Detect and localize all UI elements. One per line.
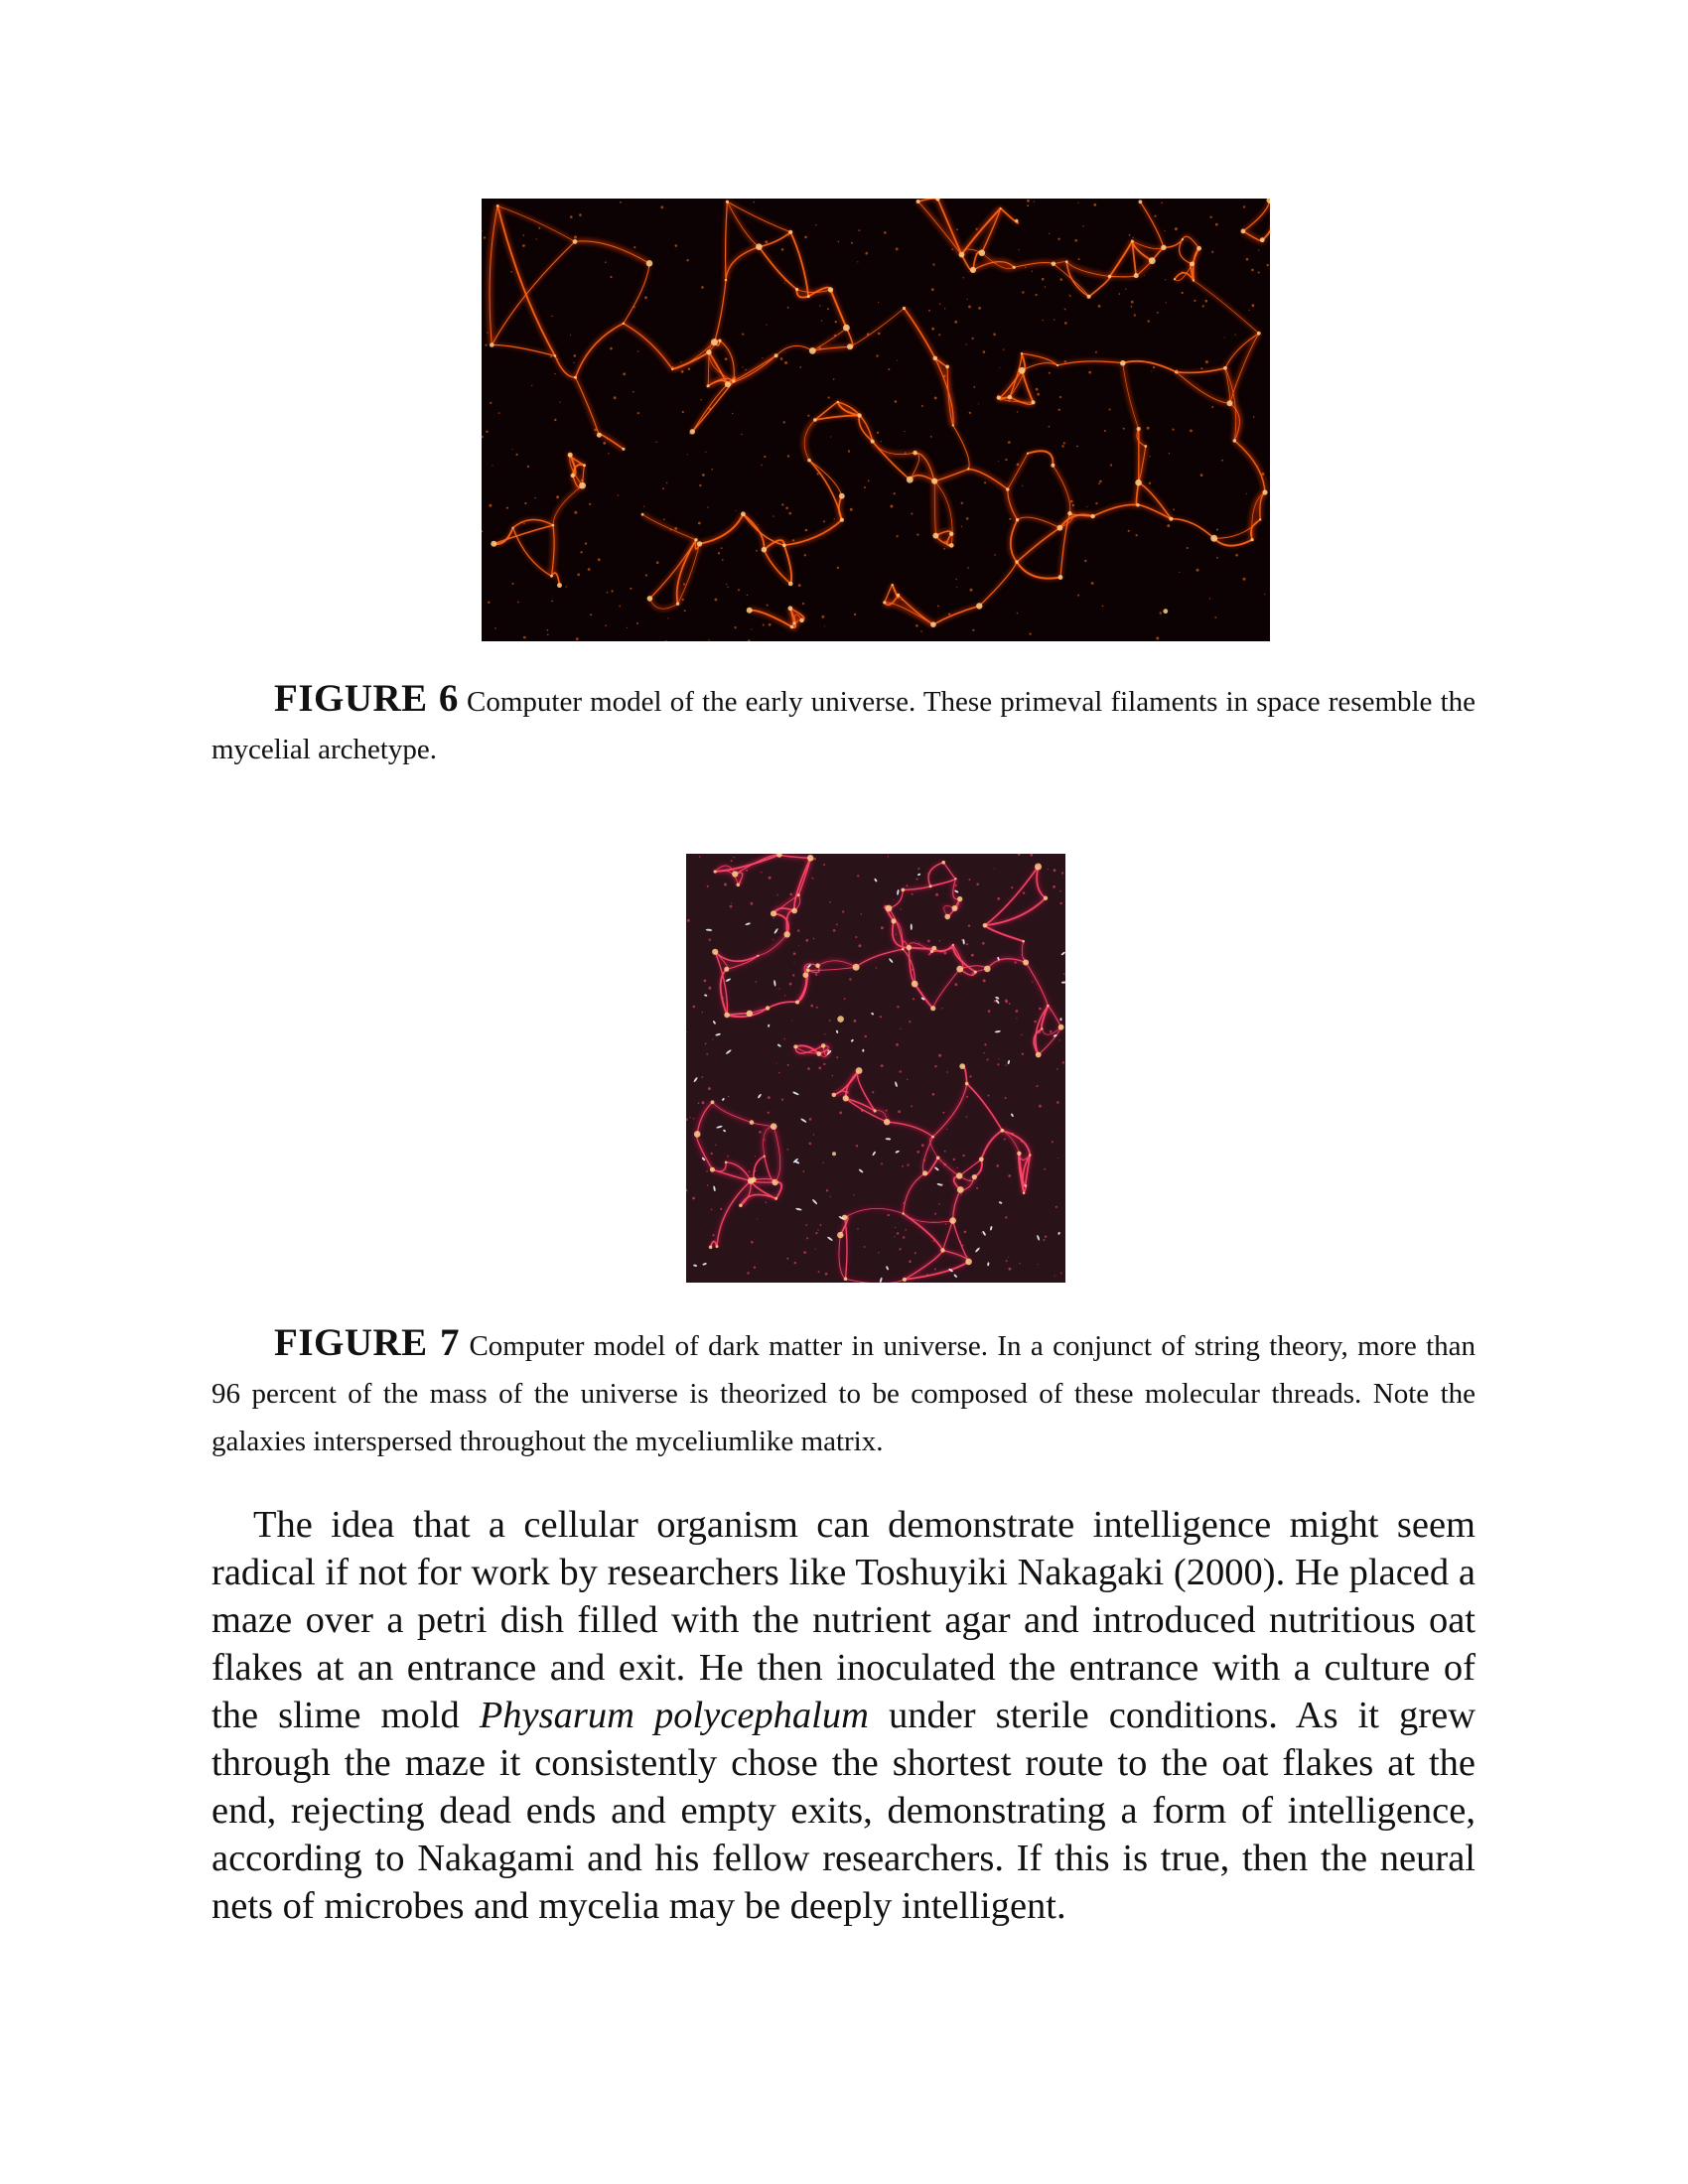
figure-6-caption-text: Computer model of the early universe. These primeval filaments in space resemble the mycelial archetype.: [211, 686, 1476, 765]
figure-7-image: [686, 854, 1065, 1283]
galaxy-markers: [693, 873, 1065, 1283]
species-name: Physarum polycephalum: [479, 1695, 869, 1736]
figure-7-filament-network: [686, 854, 1065, 1283]
figure-6-caption: [211, 675, 1476, 773]
figure-6-filament-network: [482, 199, 1270, 641]
body-text-part-1: The idea that a cellular organism can demonstrate intelligence might seem radical if not for work by researchers like Toshuyiki Nakagaki (2000). He placed a maze over a petri dish filled with the nutrient agar and introduced nutritious oat flakes at an entrance and exit. He then inoculated the entrance with a culture of the slime mold: [211, 1504, 1476, 1736]
body-paragraph: [211, 1501, 1476, 1930]
figure-7-caption-text: Computer model of dark matter in universe. In a conjunct of string theory, more than 96 percent of the mass of the universe is theorized to be composed of these molecular threads. Note the galaxies interspersed throughout the myceliumlike matrix.: [211, 1330, 1476, 1457]
figure-6-label: FIGURE 6: [274, 677, 459, 720]
body-text-part-2: under sterile conditions. As it grew through the maze it consistently chose the shortest route to the oat flakes at the end, rejecting dead ends and empty exits, demonstrating a form of intelligence, according to Nakagami and his fellow researchers. If this is true, then the neural nets of microbes and mycelia may be deeply intelligent.: [211, 1695, 1477, 1927]
figure-6-image: [482, 199, 1270, 641]
figure-7-caption: [211, 1319, 1476, 1465]
figure-7-label: FIGURE 7: [274, 1321, 461, 1364]
